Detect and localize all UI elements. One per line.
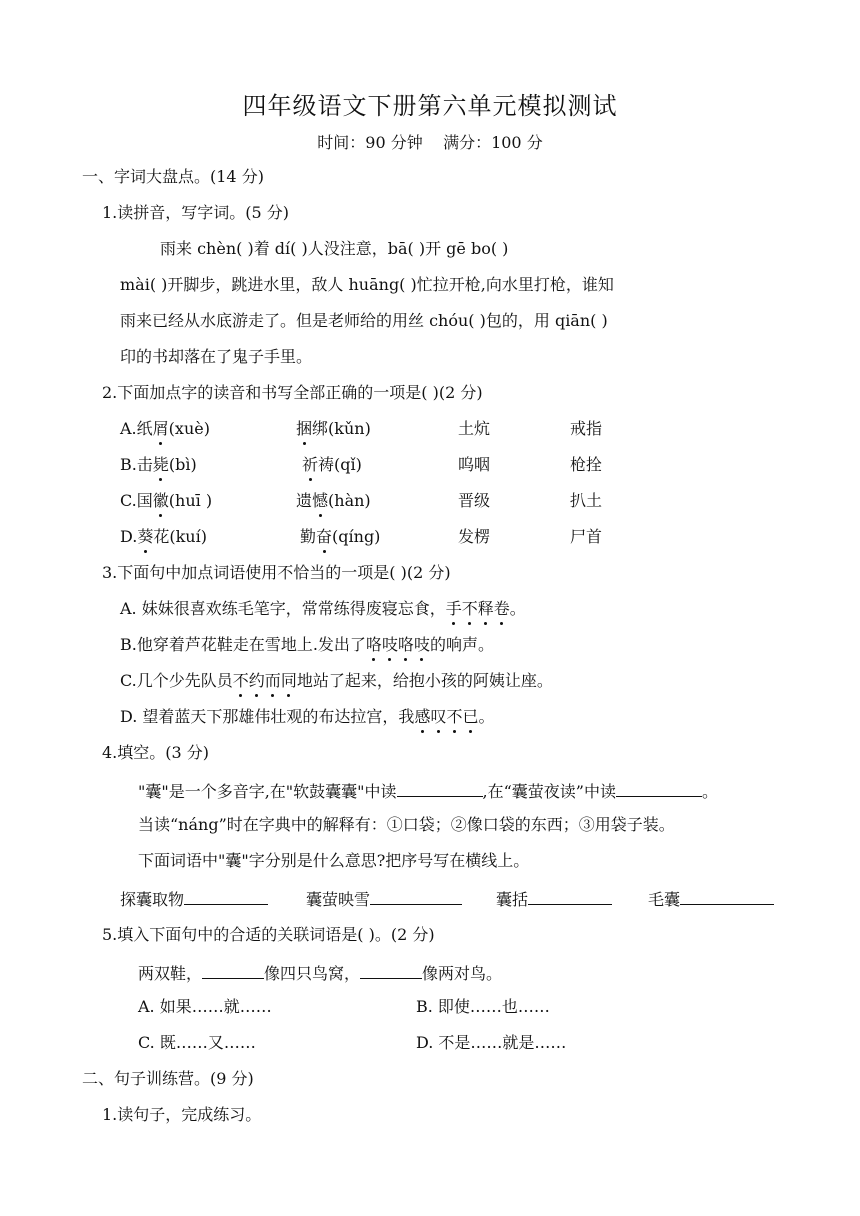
- answer-blank[interactable]: [528, 886, 612, 905]
- option-cell: 扒土: [570, 491, 603, 510]
- dotted-word: [233, 671, 297, 690]
- fill-line: 囊萤映雪: [306, 886, 462, 911]
- pinyin-line: 印的书却落在了鬼子手里。: [120, 347, 313, 366]
- option-cell: 捆绑(kǔn): [296, 419, 371, 438]
- option-cell: 土炕: [458, 419, 491, 438]
- option-cell: 勤奋(qíng): [300, 527, 381, 546]
- option-sentence: D. 望着蓝天下那雄伟壮观的布达拉宫，我感叹不已。: [120, 707, 495, 726]
- text-line: 下面词语中"囊"字分别是什么意思?把序号写在横线上。: [138, 851, 530, 870]
- dotted-char: 已: [462, 707, 479, 726]
- dotted-char: 不: [446, 707, 463, 726]
- option-cell: 祈祷(qǐ): [302, 455, 362, 474]
- option-sentence: A. 妹妹很喜欢练毛笔字，常常练得废寝忘食，手不释卷。: [120, 599, 526, 618]
- question-prompt: 1.读拼音，写字词。(5 分): [102, 203, 290, 222]
- dotted-char: 手: [445, 599, 462, 618]
- option-cell: B.击毙(bì): [120, 455, 197, 474]
- pinyin-line: mài( )开脚步，跳进水里，敌人 huāng( )忙拉开枪,向水里打枪，谁知: [120, 275, 614, 294]
- dotted-char: 咯: [365, 635, 382, 654]
- answer-blank[interactable]: [680, 886, 774, 905]
- fill-line: 两双鞋， 像四只鸟窝， 像两对鸟。: [138, 960, 502, 985]
- answer-blank[interactable]: [184, 886, 268, 905]
- fill-line: 毛囊: [648, 886, 774, 911]
- dotted-char: 吱: [381, 635, 398, 654]
- option-sentence: B.他穿着芦花鞋走在雪地上.发出了咯吱咯吱的响声。: [120, 635, 495, 654]
- dotted-char: 感: [414, 707, 431, 726]
- section-heading: 二、句子训练营。(9 分): [82, 1069, 254, 1088]
- dotted-char: 吱: [413, 635, 430, 654]
- exam-info: 时间：90 分钟 满分：100 分: [317, 133, 543, 152]
- choice-option: D. 不是……就是……: [416, 1033, 567, 1052]
- choice-option: C. 既……又……: [138, 1033, 256, 1052]
- option-cell: 呜咽: [458, 455, 491, 474]
- answer-blank[interactable]: [370, 886, 462, 905]
- question-prompt: 2.下面加点字的读音和书写全部正确的一项是( )(2 分): [102, 383, 483, 402]
- dotted-word: [414, 707, 478, 726]
- dotted-char: 释: [477, 599, 494, 618]
- section-heading: 一、字词大盘点。(14 分): [82, 167, 264, 186]
- fill-line: 探囊取物: [120, 886, 268, 911]
- answer-blank[interactable]: [397, 778, 483, 797]
- option-cell: 尸首: [570, 527, 603, 546]
- question-prompt: 1.读句子，完成练习。: [102, 1105, 262, 1124]
- answer-blank[interactable]: [360, 960, 422, 979]
- dotted-char: 不: [461, 599, 478, 618]
- answer-blank[interactable]: [202, 960, 264, 979]
- dotted-char: 卷: [493, 599, 510, 618]
- answer-blank[interactable]: [616, 778, 702, 797]
- option-cell: D.葵花(kuí): [120, 527, 207, 546]
- choice-option: B. 即使……也……: [416, 997, 550, 1016]
- pinyin-line: 雨来 chèn( )着 dí( )人没注意，bā( )开 gē bo( ): [160, 239, 509, 258]
- page-title: 四年级语文下册第六单元模拟测试: [242, 92, 618, 120]
- fill-line: "囊"是一个多音字,在"软鼓囊囊"中读 ,在“囊萤夜读”中读 。: [138, 778, 718, 803]
- option-cell: A.纸屑(xuè): [120, 419, 210, 438]
- dotted-char: 不: [232, 671, 249, 690]
- option-sentence: C.几个少先队员不约而同地站了起来，给抱小孩的阿姨让座。: [120, 671, 553, 690]
- dotted-char: 叹: [430, 707, 447, 726]
- option-cell: 遗憾(hàn): [296, 491, 371, 510]
- option-cell: 发楞: [458, 527, 491, 546]
- dotted-char: 咯: [397, 635, 414, 654]
- option-cell: 戒指: [570, 419, 603, 438]
- pinyin-line: 雨来已经从水底游走了。但是老师给的用丝 chóu( )包的，用 qiān( ): [120, 311, 608, 330]
- choice-option: A. 如果……就……: [138, 997, 272, 1016]
- option-cell: 枪拴: [570, 455, 603, 474]
- question-prompt: 5.填入下面句中的合适的关联词语是( )。(2 分): [102, 925, 435, 944]
- option-cell: 晋级: [458, 491, 491, 510]
- text-line: 当读“náng”时在字典中的解释有：①口袋；②像口袋的东西；③用袋子装。: [138, 815, 675, 834]
- dotted-char: 同: [280, 671, 297, 690]
- dotted-word: [366, 635, 430, 654]
- dotted-char: 而: [264, 671, 281, 690]
- option-cell: C.国徽(huī ): [120, 491, 213, 510]
- dotted-char: 约: [248, 671, 265, 690]
- question-prompt: 4.填空。(3 分): [102, 743, 210, 762]
- question-prompt: 3.下面句中加点词语使用不恰当的一项是( )(2 分): [102, 563, 451, 582]
- fill-line: 囊括: [496, 886, 612, 911]
- dotted-word: [446, 599, 510, 618]
